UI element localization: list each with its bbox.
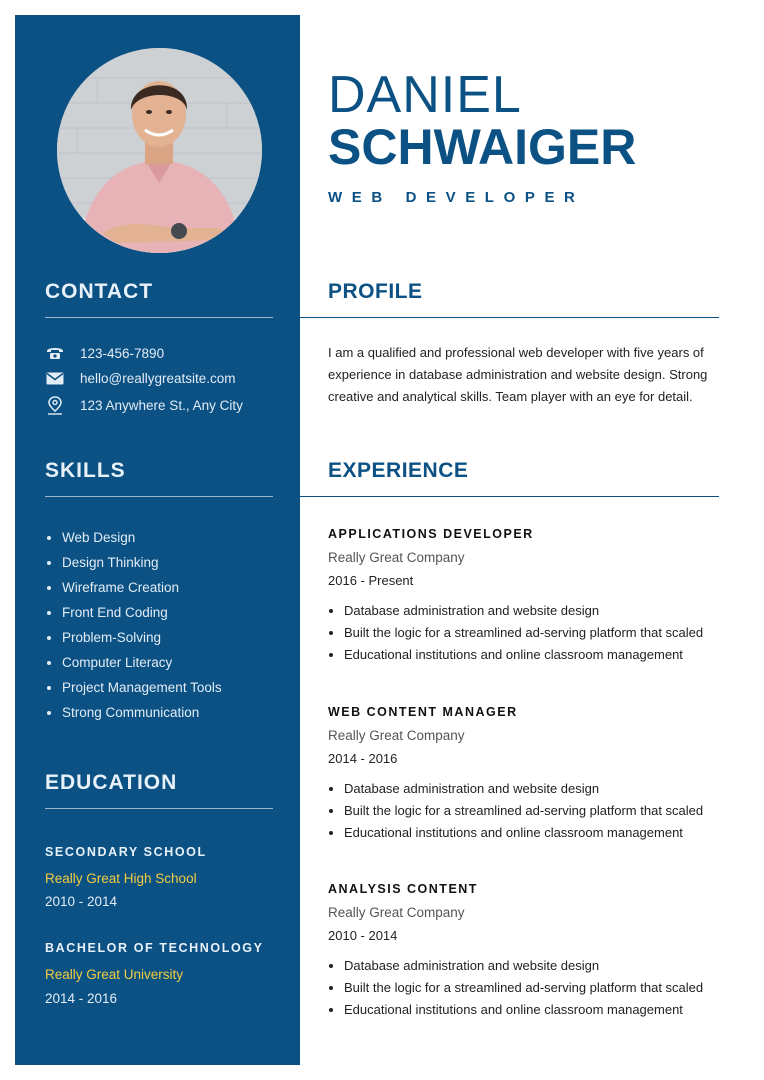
job-bullet-list (328, 957, 718, 1023)
profile-photo (57, 48, 262, 253)
job-company: Really Great Company (328, 550, 465, 565)
education-degree: SECONDARY SCHOOL (45, 845, 207, 859)
skill-item: Wireframe Creation (45, 578, 222, 603)
skill-item: Computer Literacy (45, 653, 222, 678)
education-divider (45, 808, 273, 809)
job-years: 2016 - Present (328, 573, 414, 588)
job-years: 2010 - 2014 (328, 928, 398, 943)
skills-divider (45, 496, 273, 497)
education-heading: EDUCATION (45, 771, 178, 794)
contact-phone-text: 123-456-7890 (80, 345, 165, 361)
contact-divider (45, 317, 273, 318)
education-years: 2014 - 2016 (45, 991, 118, 1006)
skill-item: Front End Coding (45, 603, 222, 628)
profile-heading: PROFILE (328, 280, 423, 303)
contact-address-text: 123 Anywhere St., Any City (80, 397, 243, 413)
job-company: Really Great Company (328, 905, 465, 920)
job-bullet: Built the logic for a streamlined ad-serving platform that scaled (328, 802, 718, 824)
job-bullet: Educational institutions and online classroom management (328, 824, 718, 846)
profile-text: I am a qualified and professional web developer with five years of experience in database administration and website design. Strong creative and analytical skills. Team player with an eye for detail. (328, 345, 708, 404)
experience-entry (328, 525, 718, 668)
job-bullet: Educational institutions and online classroom management (328, 646, 718, 668)
experience-entry (328, 703, 718, 846)
skill-item: Design Thinking (45, 553, 222, 578)
skill-item: Project Management Tools (45, 678, 222, 703)
job-bullet: Database administration and website design (328, 957, 718, 979)
job-title: ANALYSIS CONTENT (328, 882, 478, 896)
job-bullet-list (328, 780, 718, 846)
experience-entry (328, 880, 718, 1023)
skills-list (45, 528, 222, 728)
education-school: Really Great High School (45, 871, 197, 886)
location-icon (45, 395, 65, 415)
contact-phone (45, 343, 164, 363)
skill-item: Strong Communication (45, 703, 222, 728)
contact-heading: CONTACT (45, 280, 154, 303)
job-bullet: Database administration and website design (328, 780, 718, 802)
contact-address (45, 395, 243, 415)
job-company: Really Great Company (328, 728, 465, 743)
job-title: WEB CONTENT MANAGER (328, 705, 518, 719)
job-title: APPLICATIONS DEVELOPER (328, 527, 534, 541)
job-bullet: Built the logic for a streamlined ad-serving platform that scaled (328, 979, 718, 1001)
phone-icon (45, 343, 65, 363)
contact-email (45, 368, 236, 388)
education-school: Really Great University (45, 967, 184, 982)
contact-email-text: hello@reallygreatsite.com (80, 370, 236, 386)
education-years: 2010 - 2014 (45, 894, 118, 909)
experience-divider (300, 496, 719, 497)
skill-item: Problem-Solving (45, 628, 222, 653)
job-bullet: Built the logic for a streamlined ad-serving platform that scaled (328, 624, 718, 646)
email-icon (45, 368, 65, 388)
job-bullet-list (328, 602, 718, 668)
job-bullet: Educational institutions and online classroom management (328, 1001, 718, 1023)
job-bullet: Database administration and website design (328, 602, 718, 624)
profile-divider (300, 317, 719, 318)
job-years: 2014 - 2016 (328, 751, 398, 766)
skill-item: Web Design (45, 528, 222, 553)
education-degree: BACHELOR OF TECHNOLOGY (45, 941, 264, 955)
skills-heading: SKILLS (45, 459, 126, 482)
first-name: DANIEL (328, 66, 522, 124)
job-role: WEB DEVELOPER (328, 189, 585, 206)
last-name: SCHWAIGER (328, 119, 637, 175)
experience-heading: EXPERIENCE (328, 459, 469, 482)
